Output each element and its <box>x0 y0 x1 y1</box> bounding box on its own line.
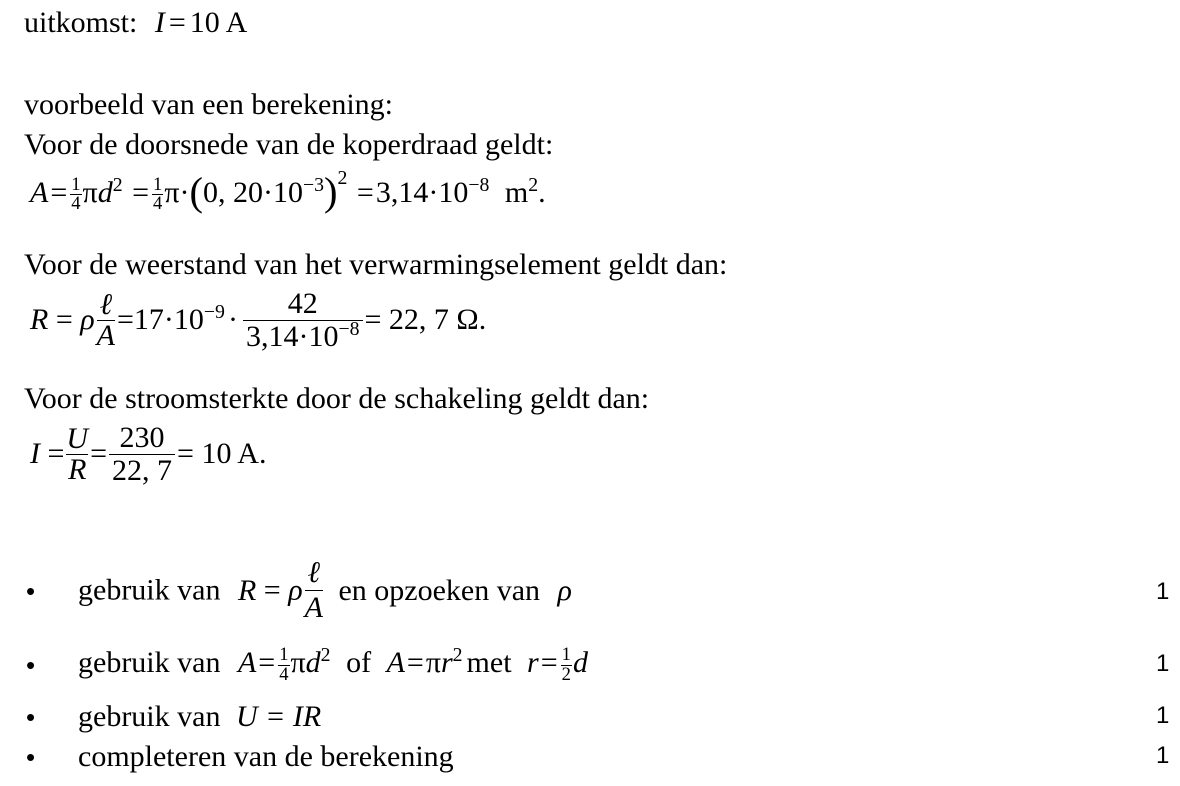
fraction-numerator: U <box>66 421 89 455</box>
criterion-text: met <box>466 646 512 679</box>
inner-value: 0, 20·10 <box>202 175 303 209</box>
fraction-length-area <box>305 556 323 625</box>
equals-sign: = <box>356 175 374 209</box>
equals-sign: = <box>50 175 68 209</box>
exponent: 2 <box>320 644 331 667</box>
equals-sign: = <box>263 573 281 607</box>
points: 1 <box>1156 742 1170 769</box>
equals-sign: = <box>364 303 382 336</box>
fraction-numerator: 42 <box>243 288 363 321</box>
result-value: 3,14·10 <box>375 175 469 209</box>
example-heading: voorbeeld van een berekening: <box>24 88 394 121</box>
fraction-half <box>561 646 572 684</box>
fraction-quarter <box>152 173 163 215</box>
fraction-numerator: ℓ <box>97 290 115 321</box>
unit: m <box>504 175 529 209</box>
exponent: −3 <box>302 173 325 196</box>
period: . <box>538 175 546 209</box>
fraction-numeric <box>109 422 175 486</box>
points: 1 <box>1156 702 1170 729</box>
fraction-numerator: 1 <box>279 644 289 666</box>
fraction-numerator: 1 <box>71 173 81 195</box>
equals-sign: = <box>90 437 108 470</box>
criterion-text: gebruik van <box>78 573 221 607</box>
pi-symbol: π <box>425 646 441 679</box>
criterion-text: gebruik van <box>78 646 221 679</box>
multiply-dot: · <box>227 303 238 336</box>
fraction-denominator <box>243 317 363 353</box>
equals-sign: = <box>116 303 134 336</box>
bullet: • <box>26 650 36 680</box>
criterion-2 <box>78 646 588 684</box>
fraction-denominator: 4 <box>153 193 163 215</box>
fraction-denominator: 2 <box>561 663 571 685</box>
fraction-numerator: ℓ <box>305 556 323 591</box>
result-value: 10 A. <box>201 437 267 470</box>
exponent: 2 <box>452 644 463 667</box>
criterion-text: of <box>346 646 372 679</box>
equals-sign: = <box>258 646 276 679</box>
step3-text: Voor de stroomsterkte door de schakeling geldt dan: <box>24 382 650 415</box>
exponent: −8 <box>468 173 490 196</box>
eq-var: d <box>572 646 588 679</box>
eq-var: r <box>440 646 453 679</box>
eq-var: r <box>527 646 539 679</box>
fraction-quarter <box>70 173 81 215</box>
rho-symbol: ρ <box>557 573 572 607</box>
bullet: • <box>26 742 36 772</box>
fraction-denominator: 4 <box>71 193 81 215</box>
fraction-denominator: A <box>304 591 323 624</box>
fraction-denominator: 4 <box>279 663 289 685</box>
fraction-denominator: R <box>68 452 87 486</box>
equals-sign: = <box>177 437 194 470</box>
criterion-text: gebruik van <box>78 700 221 733</box>
criterion-3 <box>78 700 321 734</box>
pi-symbol: π <box>290 646 306 679</box>
exponent: 2 <box>112 173 123 196</box>
fraction-numerator: 230 <box>109 422 175 455</box>
step3-equation <box>30 422 266 486</box>
eq-var: A <box>386 646 405 679</box>
equals-sign: = <box>540 646 558 679</box>
equals-sign: = <box>132 175 150 209</box>
fraction-u-over-r <box>66 421 89 486</box>
eq-var: R <box>237 573 257 607</box>
eq-var: A <box>30 175 49 209</box>
multiply-dot: · <box>179 175 190 209</box>
bullet: • <box>26 702 36 732</box>
eq-var: A <box>237 646 257 679</box>
pi-symbol: π <box>164 175 180 209</box>
result-value: 10 A <box>189 6 248 39</box>
exponent: −8 <box>338 317 360 340</box>
points: 1 <box>1156 578 1170 605</box>
rho-symbol: ρ <box>80 303 95 336</box>
denominator-value: 3,14·10 <box>245 319 339 353</box>
left-paren: ( <box>189 169 203 214</box>
points: 1 <box>1156 650 1170 677</box>
result-label: uitkomst: <box>24 6 138 39</box>
fraction-numerator: 1 <box>153 173 163 195</box>
equals-sign: = <box>47 437 65 470</box>
step2-text: Voor de weerstand van het verwarmingselement geldt dan: <box>24 248 728 281</box>
bullet: • <box>26 576 36 606</box>
exponent: 2 <box>337 166 348 189</box>
eq-var: R <box>30 303 49 336</box>
fraction-quarter <box>278 646 289 684</box>
eq-var: d <box>97 175 113 209</box>
result-value: 22, 7 Ω. <box>388 303 487 336</box>
eq-var: I <box>30 437 40 470</box>
exponent: 2 <box>528 173 539 196</box>
right-paren: ) <box>324 169 338 214</box>
fraction-numerator: 1 <box>561 644 571 666</box>
step1-text: Voor de doorsnede van de koperdraad geldt: <box>24 128 554 161</box>
result-variable: I <box>154 6 165 39</box>
step1-equation <box>30 166 546 215</box>
step2-equation <box>30 288 486 352</box>
fraction-numeric <box>243 288 363 352</box>
formula: U = IR <box>235 700 322 733</box>
exponent: −9 <box>203 301 225 324</box>
rho-symbol: ρ <box>288 573 303 607</box>
fraction-denominator: 22, 7 <box>112 453 173 487</box>
result-line <box>24 8 247 38</box>
pi-symbol: π <box>82 175 98 209</box>
value: 17·10 <box>133 303 204 336</box>
criterion-1 <box>78 556 572 625</box>
criterion-4: completeren van de berekening <box>78 740 454 773</box>
fraction-length-area <box>96 287 115 352</box>
equals-sign: = <box>406 646 424 679</box>
fraction-denominator: A <box>96 318 115 352</box>
equals-sign: = <box>168 6 186 39</box>
eq-var: d <box>305 646 321 679</box>
equals-sign: = <box>55 303 73 336</box>
criterion-text: en opzoeken van <box>338 573 541 607</box>
